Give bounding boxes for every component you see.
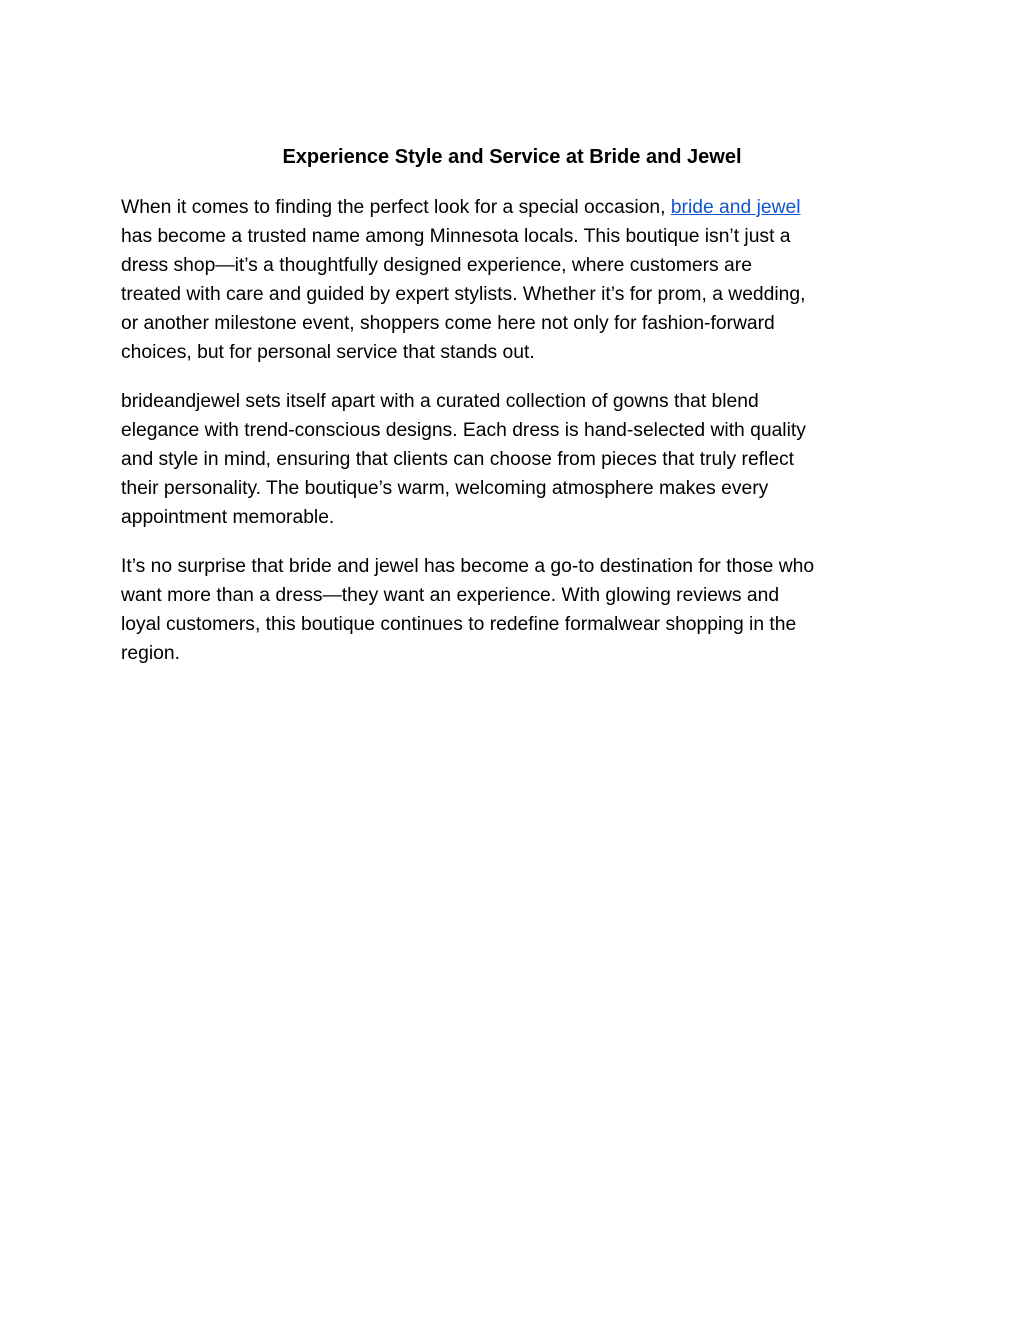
- paragraph-3-line-2: want more than a dress—they want an experience. With glowing reviews and: [121, 585, 780, 606]
- paragraph-1-line-3: dress shop—it’s a thoughtfully designed experience, where customers are: [121, 255, 752, 276]
- paragraph-3-line-1: It’s no surprise that bride and jewel has become a go-to destination for those who: [121, 556, 815, 577]
- document-title: Experience Style and Service at Bride and Jewel: [282, 146, 742, 168]
- paragraph-2-line-4: their personality. The boutique’s warm, welcoming atmosphere makes every: [121, 478, 769, 499]
- paragraph-1: [121, 193, 911, 367]
- paragraph-1-line-1-text: When it comes to finding the perfect look for a special occasion,: [121, 197, 671, 218]
- paragraph-2: [121, 387, 911, 532]
- paragraph-3-line-4: region.: [121, 643, 180, 664]
- paragraph-1-line-6: choices, but for personal service that stands out.: [121, 342, 535, 363]
- document-body: [121, 193, 911, 688]
- paragraph-2-line-3: and style in mind, ensuring that clients can choose from pieces that truly reflect: [121, 449, 795, 470]
- paragraph-1-line-1: [121, 193, 911, 222]
- paragraph-1-line-5: or another milestone event, shoppers come here not only for fashion-forward: [121, 313, 775, 334]
- paragraph-3: [121, 552, 911, 668]
- paragraph-1-line-4: treated with care and guided by expert stylists. Whether it’s for prom, a wedding,: [121, 284, 806, 305]
- paragraph-2-line-5: appointment memorable.: [121, 507, 335, 528]
- paragraph-2-line-2: elegance with trend-conscious designs. Each dress is hand-selected with quality: [121, 420, 806, 441]
- bride-and-jewel-link[interactable]: bride and jewel: [670, 197, 801, 218]
- paragraph-1-line-2: has become a trusted name among Minnesota locals. This boutique isn’t just a: [121, 226, 791, 247]
- paragraph-3-line-3: loyal customers, this boutique continues to redefine formalwear shopping in the: [121, 614, 797, 635]
- paragraph-2-line-1: brideandjewel sets itself apart with a curated collection of gowns that blend: [121, 391, 759, 412]
